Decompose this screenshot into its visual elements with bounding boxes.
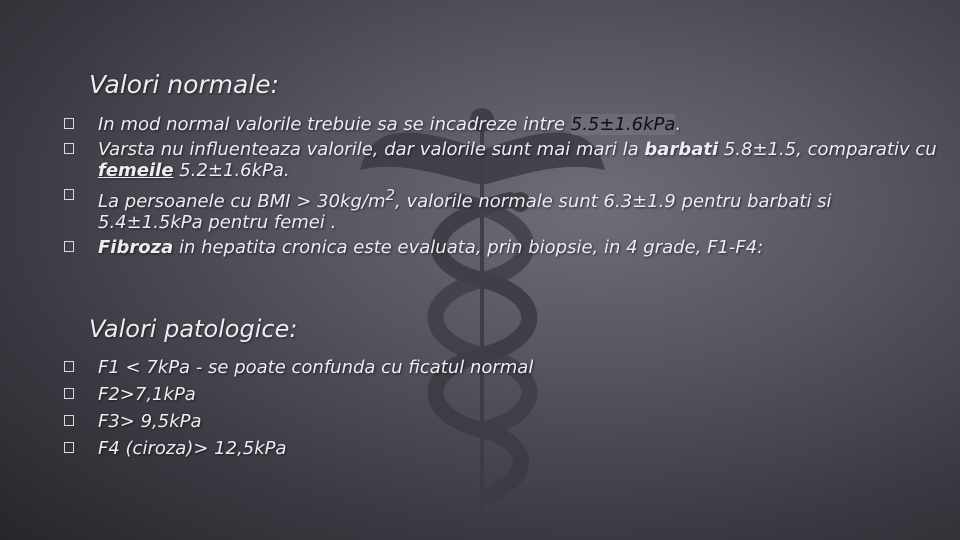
- normal-values-list: [0, 114, 960, 262]
- square-bullet-icon: [64, 118, 74, 129]
- square-bullet-icon: [64, 189, 74, 200]
- list-item: F2>7,1kPa: [0, 384, 960, 405]
- list-item: In mod normal valorile trebuie sa se incadreze intre 5.5±1.6kPa.: [0, 114, 960, 135]
- highlighted-value: 5.5±1.6kPa: [570, 114, 676, 135]
- section-title-normal: Valori normale:: [89, 70, 280, 99]
- square-bullet-icon: [64, 415, 74, 426]
- square-bullet-icon: [64, 388, 74, 399]
- section-title-pathologic: Valori patologice:: [89, 315, 298, 343]
- list-item: F1 < 7kPa - se poate confunda cu ficatul normal: [0, 357, 960, 378]
- pathologic-values-list: [0, 357, 960, 465]
- square-bullet-icon: [64, 241, 74, 252]
- square-bullet-icon: [64, 143, 74, 154]
- bold-term: barbati: [644, 139, 719, 160]
- list-item: Fibroza in hepatita cronica este evaluata, prin biopsie, in 4 grade, F1-F4:: [0, 237, 960, 258]
- bold-underlined-term: femeile: [98, 160, 174, 181]
- list-item: La persoanele cu BMI > $30kg/m^2$, valorile normale sunt 6.3±1.9 pentru barbati si 5.4±1.5kPa pentru femei .: [0, 185, 960, 233]
- list-item: Varsta nu influenteaza valorile, dar valorile sunt mai mari la barbati 5.8±1.5, comparativ cu femeile 5.2±1.6kPa.: [0, 139, 960, 181]
- square-bullet-icon: [64, 442, 74, 453]
- list-item: F4 (ciroza)> 12,5kPa: [0, 438, 960, 459]
- list-item: F3> 9,5kPa: [0, 411, 960, 432]
- bold-term: Fibroza: [98, 237, 174, 258]
- square-bullet-icon: [64, 361, 74, 372]
